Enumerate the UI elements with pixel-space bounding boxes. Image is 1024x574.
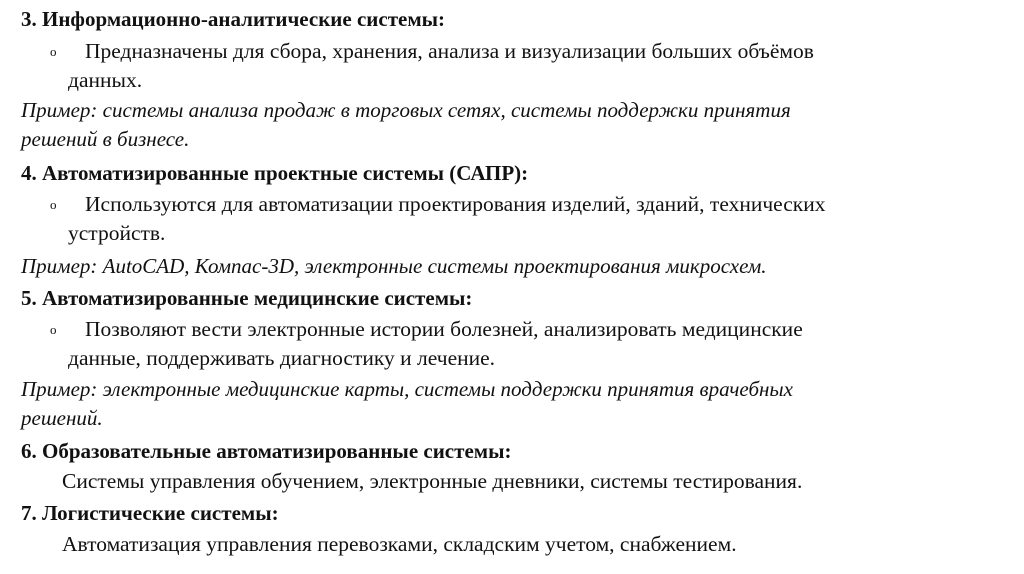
bullet-line: Используются для автоматизации проектирования изделий, зданий, технических <box>85 192 826 216</box>
example-line: решений в бизнесе. <box>21 127 190 151</box>
section-heading: 7. Логистические системы: <box>21 501 279 525</box>
example-text <box>21 96 981 154</box>
bullet-circle-icon: o <box>50 322 57 337</box>
bullet-item <box>50 190 980 248</box>
section-text: Системы управления обучением, электронные дневники, системы тестирования. <box>62 469 803 493</box>
bullet-line: устройств. <box>68 221 166 245</box>
bullet-item <box>50 37 980 95</box>
section-heading: 6. Образовательные автоматизированные системы: <box>21 439 512 463</box>
bullet-circle-icon: o <box>50 197 57 212</box>
example-line: решений. <box>21 406 103 430</box>
example-text <box>21 252 981 281</box>
example-line: Пример: системы анализа продаж в торговых сетях, системы поддержки принятия <box>21 98 791 122</box>
bullet-line: данные, поддерживать диагностику и лечение. <box>68 346 496 370</box>
section-heading: 3. Информационно-аналитические системы: <box>21 7 446 31</box>
section-heading: 4. Автоматизированные проектные системы (САПР): <box>21 161 529 185</box>
bullet-line: Позволяют вести электронные истории болезней, анализировать медицинские <box>85 317 803 341</box>
section-heading: 5. Автоматизированные медицинские системы: <box>21 286 473 310</box>
example-line: Пример: электронные медицинские карты, системы поддержки принятия врачебных <box>21 377 793 401</box>
section-text: Автоматизация управления перевозками, складским учетом, снабжением. <box>62 532 737 556</box>
example-text <box>21 375 981 433</box>
bullet-item <box>50 315 980 373</box>
bullet-line: Предназначены для сбора, хранения, анализа и визуализации больших объёмов <box>85 39 814 63</box>
bullet-circle-icon: o <box>50 44 57 59</box>
bullet-line: данных. <box>68 68 143 92</box>
example-line: Пример: AutoCAD, Компас-3D, электронные системы проектирования микросхем. <box>21 254 767 278</box>
